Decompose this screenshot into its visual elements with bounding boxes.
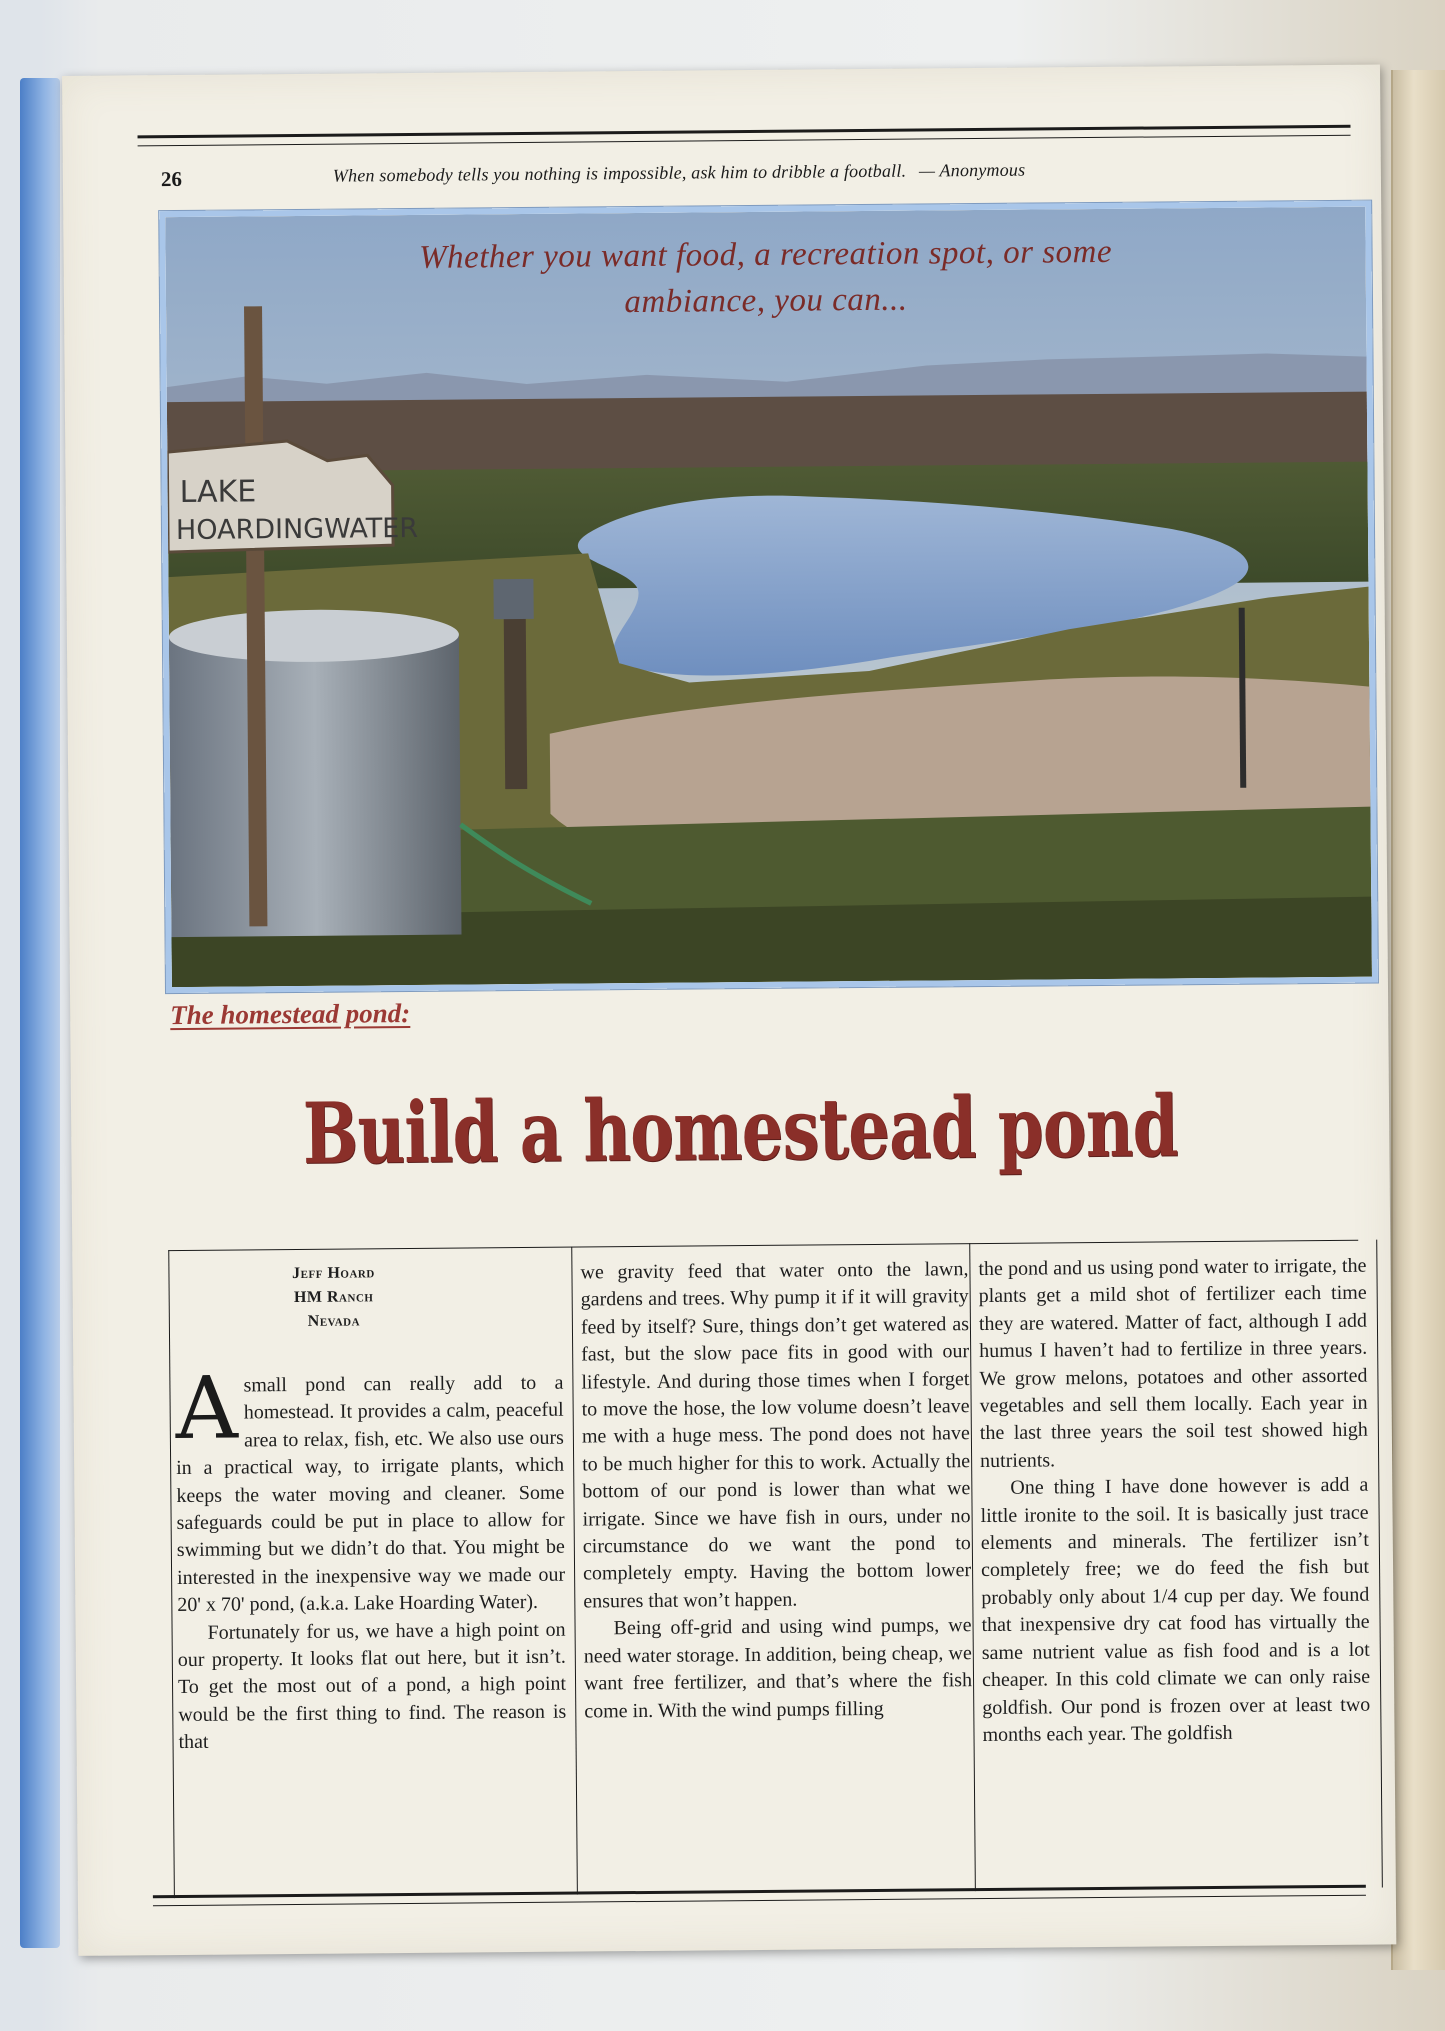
- facing-page-edge: [1391, 70, 1445, 1970]
- byline: [174, 1260, 563, 1335]
- sign-line-1: LAKE: [179, 474, 257, 510]
- page-number: 26: [160, 166, 183, 192]
- photo-caption: [165, 227, 1366, 329]
- sign-line-2: HOARDINGWATER: [175, 512, 419, 547]
- column-rule-right: [1376, 1240, 1383, 1888]
- byline-ranch: HM Ranch: [293, 1288, 374, 1307]
- photo-caption-line-1: Whether you want food, a recreation spot, or some: [418, 233, 1113, 276]
- header-rule: [138, 125, 1351, 147]
- column-rule-1: [571, 1247, 578, 1895]
- paragraph-text: small pond can really add to a homestead. It provides a calm, peaceful area to relax, fish, etc. We also use ours in a practical way, to irrigate plants, which keeps the water moving and cleaner. Some safeguards could be put in place to allow for swimming but we didn’t do that. You might be interested in the inexpensive way we made our 20' x 70' pond, (a.k.a. Lake Hoarding Water).: [176, 1371, 566, 1617]
- drop-cap: A: [175, 1358, 239, 1460]
- article-column-1: [174, 1260, 566, 1757]
- article-column-2: [580, 1256, 972, 1725]
- article-kicker: The homestead pond:: [170, 997, 411, 1031]
- paragraph: One thing I have done however is add a little ironite to the soil. It is basically just trace elements and minerals. The fertilizer isn’t completely free; we do feed the fish but probably only about 1/4 cup per day. We found that inexpensive dry cat food has virtually the same nutrient value as fish food and is a lot cheaper. In this cold climate we can only raise goldfish. Our pond is frozen over at least two months each year. The goldfish: [980, 1473, 1371, 1746]
- byline-author: Jeff Hoard: [292, 1264, 375, 1283]
- paragraph: we gravity feed that water onto the lawn, gardens and trees. Why pump it if it will gravity feed by itself? Sure, things don’t get watered as fast, but the slow pace fits in good with our lifestyle. And during those times when I forget to move the hose, the low volume doesn’t leave me with a huge mess. The pond does not have to be much higher for this to work. Actually the bottom of our pond is lower than what we irrigate. Since we have fish in ours, under no circumstance do we want the pond to completely empty. Having the bottom lower ensures that won’t happen.: [580, 1258, 972, 1613]
- quote-author: — Anonymous: [918, 159, 1026, 181]
- title-rule: [168, 1240, 1358, 1251]
- article-column-3: [978, 1253, 1370, 1750]
- article-title: Build a homestead pond: [302, 1076, 1179, 1183]
- footer-rule: [153, 1885, 1366, 1907]
- magazine-page: [62, 64, 1396, 1955]
- paragraph: Fortunately for us, we have a high point on our property. It looks flat out here, but it isn’t. To get the most out of a pond, a high point would be the first thing to find. The reason is that: [177, 1618, 567, 1754]
- paragraph: the pond and us using pond water to irrigate, the plants get a mild shot of fertilizer each time they are watered. Matter of fact, although I add humus I haven’t had to fertilize in three years. We grow melons, potatoes and other assorted vegetables and sell them locally. Each year in the last three years the soil test showed high nutrients.: [978, 1254, 1368, 1472]
- paragraph: [175, 1358, 566, 1620]
- byline-state: Nevada: [307, 1312, 361, 1330]
- header-quote: [333, 160, 1026, 187]
- pond-photo: [159, 201, 1378, 994]
- photo-caption-line-2: ambiance, you can...: [624, 281, 908, 321]
- column-rule-left: [168, 1250, 175, 1898]
- magazine-edge-strip: [20, 78, 60, 1948]
- quote-text: When somebody tells you nothing is impossible, ask him to dribble a football.: [332, 160, 907, 186]
- paragraph: Being off-grid and using wind pumps, we need water storage. In addition, being cheap, we want free fertilizer, and that’s where the fish come in. With the wind pumps filling: [583, 1614, 973, 1723]
